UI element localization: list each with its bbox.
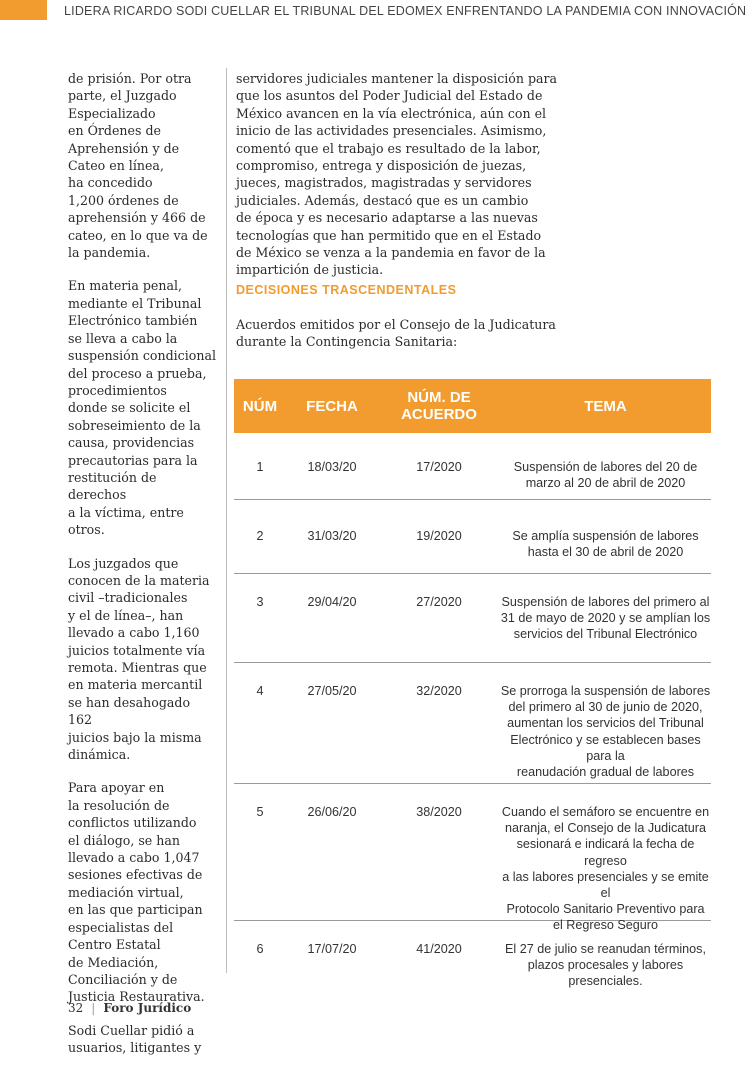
cell-fecha: 17/07/20 [307, 942, 357, 956]
section-heading: DECISIONES TRASCENDENTALES [236, 283, 457, 297]
table-row [234, 574, 711, 663]
publication-name: Foro Jurídico [103, 1001, 192, 1015]
left-paragraph: Para apoyar en la resolución de conflictos utilizando el diálogo, se han llevado a cabo 1,047 sesiones efectivas de mediación virtual, en las que participan especialistas del Centro Estatal de Mediación, Conciliación y de Justicia Restaurativa. [68, 780, 205, 1005]
cell-fecha: 27/05/20 [307, 684, 357, 698]
table-row [234, 500, 711, 574]
cell-num: 6 [256, 942, 264, 956]
cell-acuerdo: 19/2020 [416, 529, 462, 543]
cell-tema: Suspensión de labores del 20 de marzo al 20 de abril de 2020 [513, 460, 698, 491]
header-accent-bar [0, 0, 47, 20]
cell-num: 4 [256, 684, 264, 698]
cell-tema: Cuando el semáforo se encuentre en naranja, el Consejo de la Judicatura sesionará e indicará la fecha de regreso a las labores presenciales y se emite el Protocolo Sanitario Preventivo para el Regreso Seguro [501, 805, 710, 933]
cell-tema: Se prorroga la suspensión de labores del primero al 30 de junio de 2020, aumentan los servicios del Tribunal Electrónico y se establecen bases para la reanudación gradual de labores [500, 684, 711, 780]
footer-separator: | [91, 1001, 96, 1015]
page-footer [68, 1001, 191, 1015]
cell-acuerdo: 27/2020 [416, 595, 462, 609]
left-paragraph: de prisión. Por otra parte, el Juzgado Especializado en Órdenes de Aprehensión y de Cateo en línea, ha concedido 1,200 órdenes de aprehensión y 466 de cateo, en lo que va de la pandemia. [68, 71, 208, 261]
header-num: NÚM [242, 397, 278, 415]
cell-num: 2 [256, 529, 264, 543]
table-row [234, 433, 711, 500]
cell-fecha: 26/06/20 [307, 805, 357, 819]
table-intro: Acuerdos emitidos por el Consejo de la Judicatura durante la Contingencia Sanitaria: [236, 317, 556, 350]
right-paragraph: servidores judiciales mantener la disposición para que los asuntos del Poder Judicial del Estado de México avancen en la vía electrónica, aún con el inicio de las actividades presenciales. Asimismo, comentó que el trabajo es resultado de la labor, compromiso, entrega y disposición de juezas, jueces, magistrados, magistradas y servidores judiciales. Además, destacó que es un cambio de época y es necesario adaptarse a las nuevas tecnologías que han permitido que en el Estado de México se venza a la pandemia en favor de la impartición de justicia. [236, 71, 558, 278]
cell-acuerdo: 41/2020 [416, 942, 462, 956]
left-paragraph: Sodi Cuellar pidió a usuarios, litigantes y [68, 1022, 202, 1056]
left-paragraph: Los juzgados que conocen de la materia civil –tradicionales y el de línea–, han llevado a cabo 1,160 juicios totalmente vía remota. Mientras que en materia mercantil se han desahogado 162 juicios bajo la misma dinámica. [68, 555, 210, 763]
cell-tema: El 27 de julio se reanudan términos, plazos procesales y labores presenciales. [505, 942, 706, 989]
table-header [234, 379, 711, 433]
page-number: 32 [68, 1001, 84, 1015]
left-column [68, 70, 218, 1073]
cell-fecha: 18/03/20 [307, 460, 357, 474]
table-row [234, 784, 711, 933]
cell-acuerdo: 38/2020 [416, 805, 462, 819]
agreements-table [234, 379, 711, 999]
header-fecha: FECHA [306, 397, 358, 415]
right-column [236, 70, 716, 279]
column-divider [226, 68, 227, 973]
left-paragraph: En materia penal, mediante el Tribunal Electrónico también se lleva a cabo la suspensión condicional del proceso a prueba, procedimientos donde se solicite el sobreseimiento de la causa, providencias precautorias para la restitución de derechos a la víctima, entre otros. [68, 278, 216, 538]
cell-num: 5 [256, 805, 264, 819]
cell-tema: Se amplía suspensión de labores hasta el 30 de abril de 2020 [512, 529, 699, 560]
table-row [234, 663, 711, 784]
header-tema: TEMA [584, 397, 627, 415]
cell-num: 3 [256, 595, 264, 609]
table-row [234, 921, 711, 999]
cell-fecha: 31/03/20 [307, 529, 357, 543]
cell-fecha: 29/04/20 [307, 595, 357, 609]
cell-acuerdo: 17/2020 [416, 460, 462, 474]
cell-tema: Suspensión de labores del primero al 31 de mayo de 2020 y se amplían los servicios del Tribunal Electrónico [500, 595, 711, 642]
header-acuerdo: NÚM. DE ACUERDO [401, 389, 477, 423]
cell-acuerdo: 32/2020 [416, 684, 462, 698]
page-header-title: LIDERA RICARDO SODI CUELLAR EL TRIBUNAL DEL EDOMEX ENFRENTANDO LA PANDEMIA CON INNOVACIÓN [64, 4, 747, 18]
cell-num: 1 [256, 460, 264, 474]
